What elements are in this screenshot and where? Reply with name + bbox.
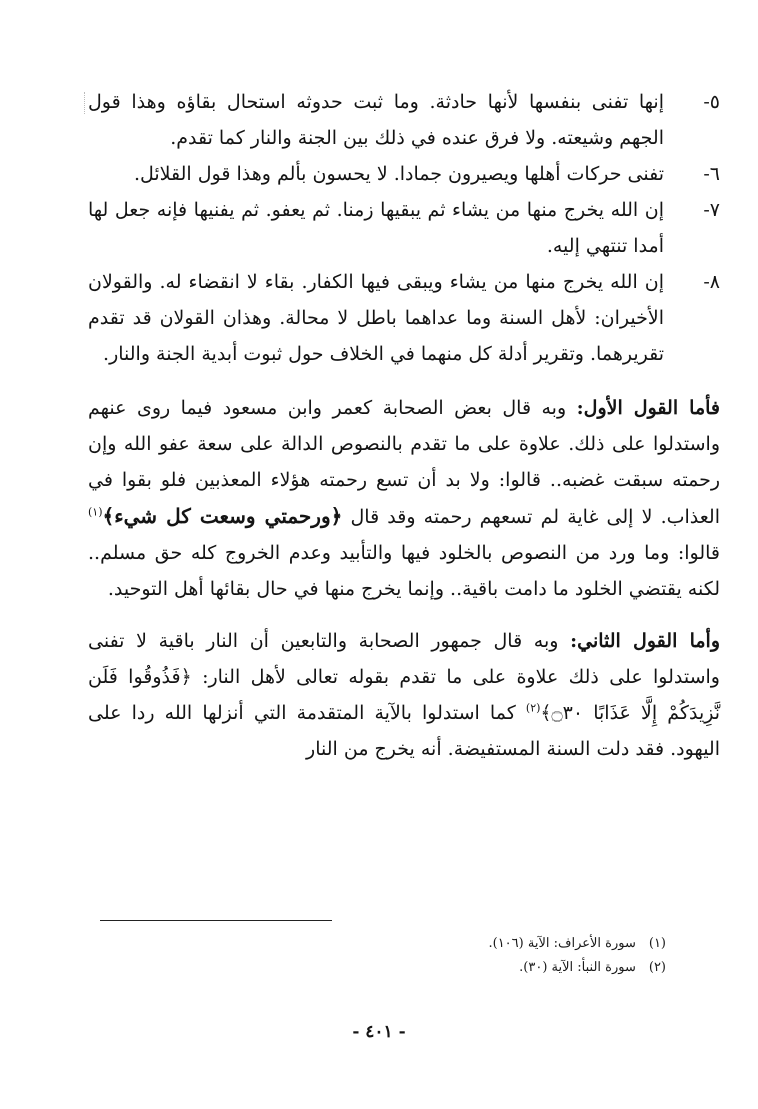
second-opinion-heading: وأما القول الثاني:	[570, 630, 720, 652]
list-item-6	[88, 156, 720, 192]
page-number: - ٤٠١ -	[352, 1022, 406, 1042]
first-opinion-paragraph	[88, 390, 720, 607]
list-item-number: ٧-	[703, 199, 720, 221]
list-item-5	[88, 84, 720, 156]
footnote-ref-1: (١)	[88, 505, 103, 519]
page-body	[88, 84, 720, 767]
footnote-text: سورة النبأ: الآية (٣٠).	[519, 960, 636, 975]
list-item-number: ٦-	[703, 163, 720, 185]
list-item-8	[88, 264, 720, 372]
footnote-1	[100, 932, 666, 956]
second-opinion-paragraph	[88, 623, 720, 767]
list-item-number: ٨-	[703, 271, 720, 293]
footnote-text: سورة الأعراف: الآية (١٠٦).	[488, 936, 636, 951]
list-item-text: تفنى حركات أهلها ويصيرون جمادا. لا يحسون بألم وهذا قول القلائل.	[133, 163, 664, 185]
list-item-7	[88, 192, 720, 264]
footnote-2	[100, 956, 666, 980]
footnote-number: (١)	[648, 936, 666, 951]
second-opinion-text: وبه قال جمهور الصحابة والتابعين أن النار باقية لا تفنى واستدلوا على ذلك علاوة على ما تقدم بقوله تعالى لأهل النار:	[88, 630, 720, 688]
footnotes	[100, 932, 666, 980]
footnote-divider	[100, 920, 332, 921]
footnote-ref-2: (٢)	[525, 701, 541, 715]
list-item-number: ٥-	[703, 91, 720, 113]
first-opinion-text-cont: قالوا: وما ورد من النصوص بالخلود فيها والتأبيد وعدم الخروج كله حق مسلم.. لكنه يقتضي الخلود ما دامت باقية.. وإنما يخرج منها في حال بقائها أهل التوحيد.	[88, 542, 720, 600]
first-opinion-text: وبه قال بعض الصحابة كعمر وابن مسعود فيما روى عنهم واستدلوا على ذلك. علاوة على ما تقدم بالنصوص الدالة على سعة عفو الله وإن رحمته سبقت غضبه.. قالوا: ولا بد أن تسع رحمته هؤلاء المعذبين فلو بقوا في العذاب. لا إلى غاية لم تسعهم رحمته وقد قال	[88, 397, 720, 528]
second-opinion-verse: ﴿فَذُوقُوا فَلَن نَّزِيدَكُمْ إِلَّا عَذَابًا ۝٣٠﴾	[88, 666, 720, 724]
second-opinion-text-cont: كما استدلوا بالآية المتقدمة التي أنزلها الله ردا على اليهود. فقد دلت السنة المستفيضة. أنه يخرج من النار	[88, 702, 720, 760]
footnote-number: (٢)	[648, 960, 666, 975]
first-opinion-heading: فأما القول الأول:	[576, 397, 720, 419]
list-item-text: إن الله يخرج منها من يشاء ثم يبقيها زمنا. ثم يعفو. ثم يفنيها فإنه جعل لها أمدا تنتهي إليه.	[88, 199, 664, 257]
first-opinion-verse: ﴿ورحمتي وسعت كل شيء﴾	[102, 504, 343, 528]
list-item-text: إن الله يخرج منها من يشاء ويبقى فيها الكفار. بقاء لا انقضاء له. والقولان الأخيران: لأهل السنة وما عداهما باطل لا محالة. وهذان القولان قد تقدم تقريرهما. وتقرير أدلة كل منهما في الخلاف حول ثبوت أبدية الجنة والنار.	[88, 271, 664, 365]
margin-mark	[84, 92, 86, 114]
list-item-text: إنها تفنى بنفسها لأنها حادثة. وما ثبت حدوثه استحال بقاؤه وهذا قول الجهم وشيعته. ولا فرق عنده في ذلك بين الجنة والنار كما تقدم.	[88, 91, 664, 149]
